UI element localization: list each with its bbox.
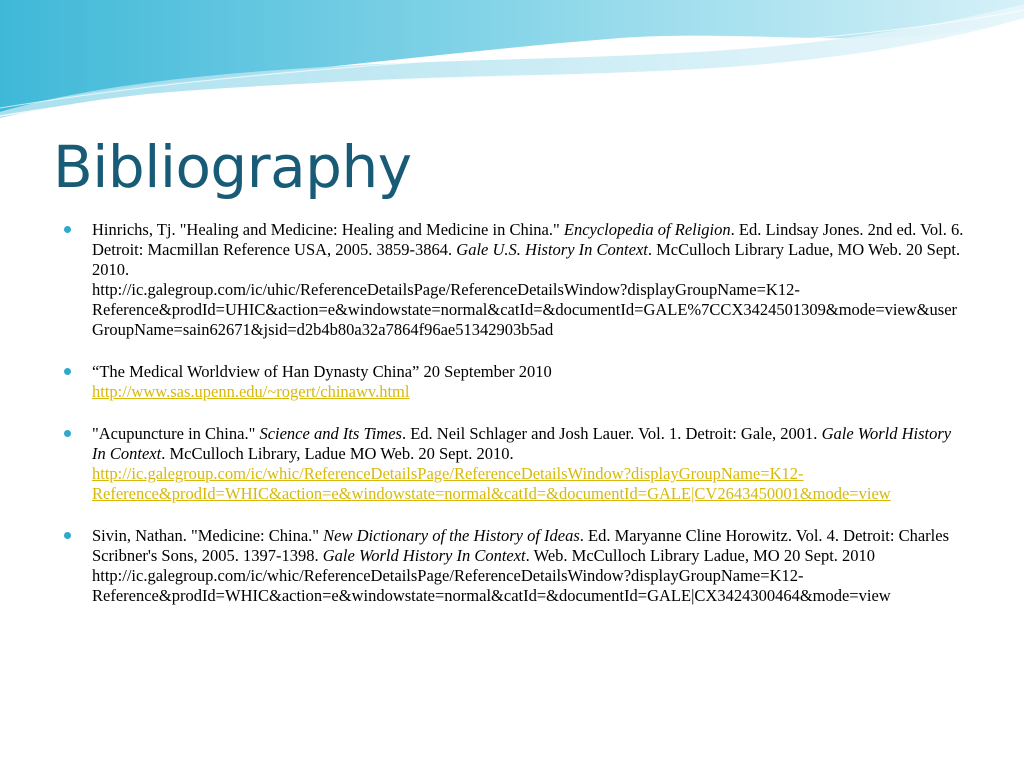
bibliography-entry: [64, 220, 964, 340]
bibliography-entry: [64, 526, 964, 606]
entry-text: . McCulloch Library Ladue, MO Web. 20 Sept. 2010.: [92, 240, 961, 279]
entry-text: . Web. McCulloch Library Ladue, MO 20 Sept. 2010: [525, 546, 876, 565]
entry-text: . Ed. Maryanne Cline Horowitz. Vol. 4. Detroit: Charles Scribner's Sons, 2005. 1397-1398.: [92, 526, 950, 565]
bibliography-entry: [64, 424, 964, 504]
bullet-icon: [64, 368, 71, 375]
bullet-icon: [64, 430, 71, 437]
entry-url-text: http://ic.galegroup.com/ic/uhic/ReferenceDetailsPage/ReferenceDetailsWindow?displayGroupName=K12-Reference&prodId=UHIC&action=e&windowstate=normal&catId=&documentId=GALE%7CCX3424501309&mode=view&userGroupName=sain62671&jsid=d2b4b80a32a7864f96ae51342903b5ad: [92, 280, 958, 339]
entry-italic-title: New Dictionary of the History of Ideas: [323, 526, 580, 545]
entry-italic-title: Gale U.S. History In Context: [456, 240, 648, 259]
entry-link[interactable]: http://www.sas.upenn.edu/~rogert/chinawv.html: [92, 382, 410, 401]
bullet-icon: [64, 532, 71, 539]
entry-text: . Ed. Lindsay Jones. 2nd ed. Vol. 6. Detroit: Macmillan Reference USA, 2005. 3859-3864.: [92, 220, 964, 259]
entry-text: . Ed. Neil Schlager and Josh Lauer. Vol. 1. Detroit: Gale, 2001.: [401, 424, 822, 443]
entry-text: . McCulloch Library, Ladue MO Web. 20 Sept. 2010.: [161, 444, 514, 463]
page-title: Bibliography: [53, 133, 412, 201]
entry-text: “The Medical Worldview of Han Dynasty China” 20 September 2010: [92, 362, 552, 381]
header-wave-decoration: [0, 0, 1024, 120]
bibliography-list: [64, 220, 964, 606]
bibliography-entry: [64, 362, 964, 402]
entry-text: Hinrichs, Tj. "Healing and Medicine: Healing and Medicine in China.": [92, 220, 564, 239]
entry-url-text: http://ic.galegroup.com/ic/whic/ReferenceDetailsPage/ReferenceDetailsWindow?displayGroupName=K12-Reference&prodId=WHIC&action=e&windowstate=normal&catId=&documentId=GALE|CX3424300464&mode=view: [92, 566, 891, 605]
entry-italic-title: Science and Its Times: [259, 424, 402, 443]
bullet-icon: [64, 226, 71, 233]
entry-text: "Acupuncture in China.": [92, 424, 260, 443]
entry-text: Sivin, Nathan. "Medicine: China.": [92, 526, 324, 545]
entry-link[interactable]: http://ic.galegroup.com/ic/whic/ReferenceDetailsPage/ReferenceDetailsWindow?displayGroupName=K12-Reference&prodId=WHIC&action=e&windowstate=normal&catId=&documentId=GALE|CV2643450001&mode=view: [92, 464, 891, 503]
entry-italic-title: Gale World History In Context: [92, 424, 952, 463]
entry-italic-title: Encyclopedia of Religion: [563, 220, 731, 239]
entry-italic-title: Gale World History In Context: [322, 546, 526, 565]
